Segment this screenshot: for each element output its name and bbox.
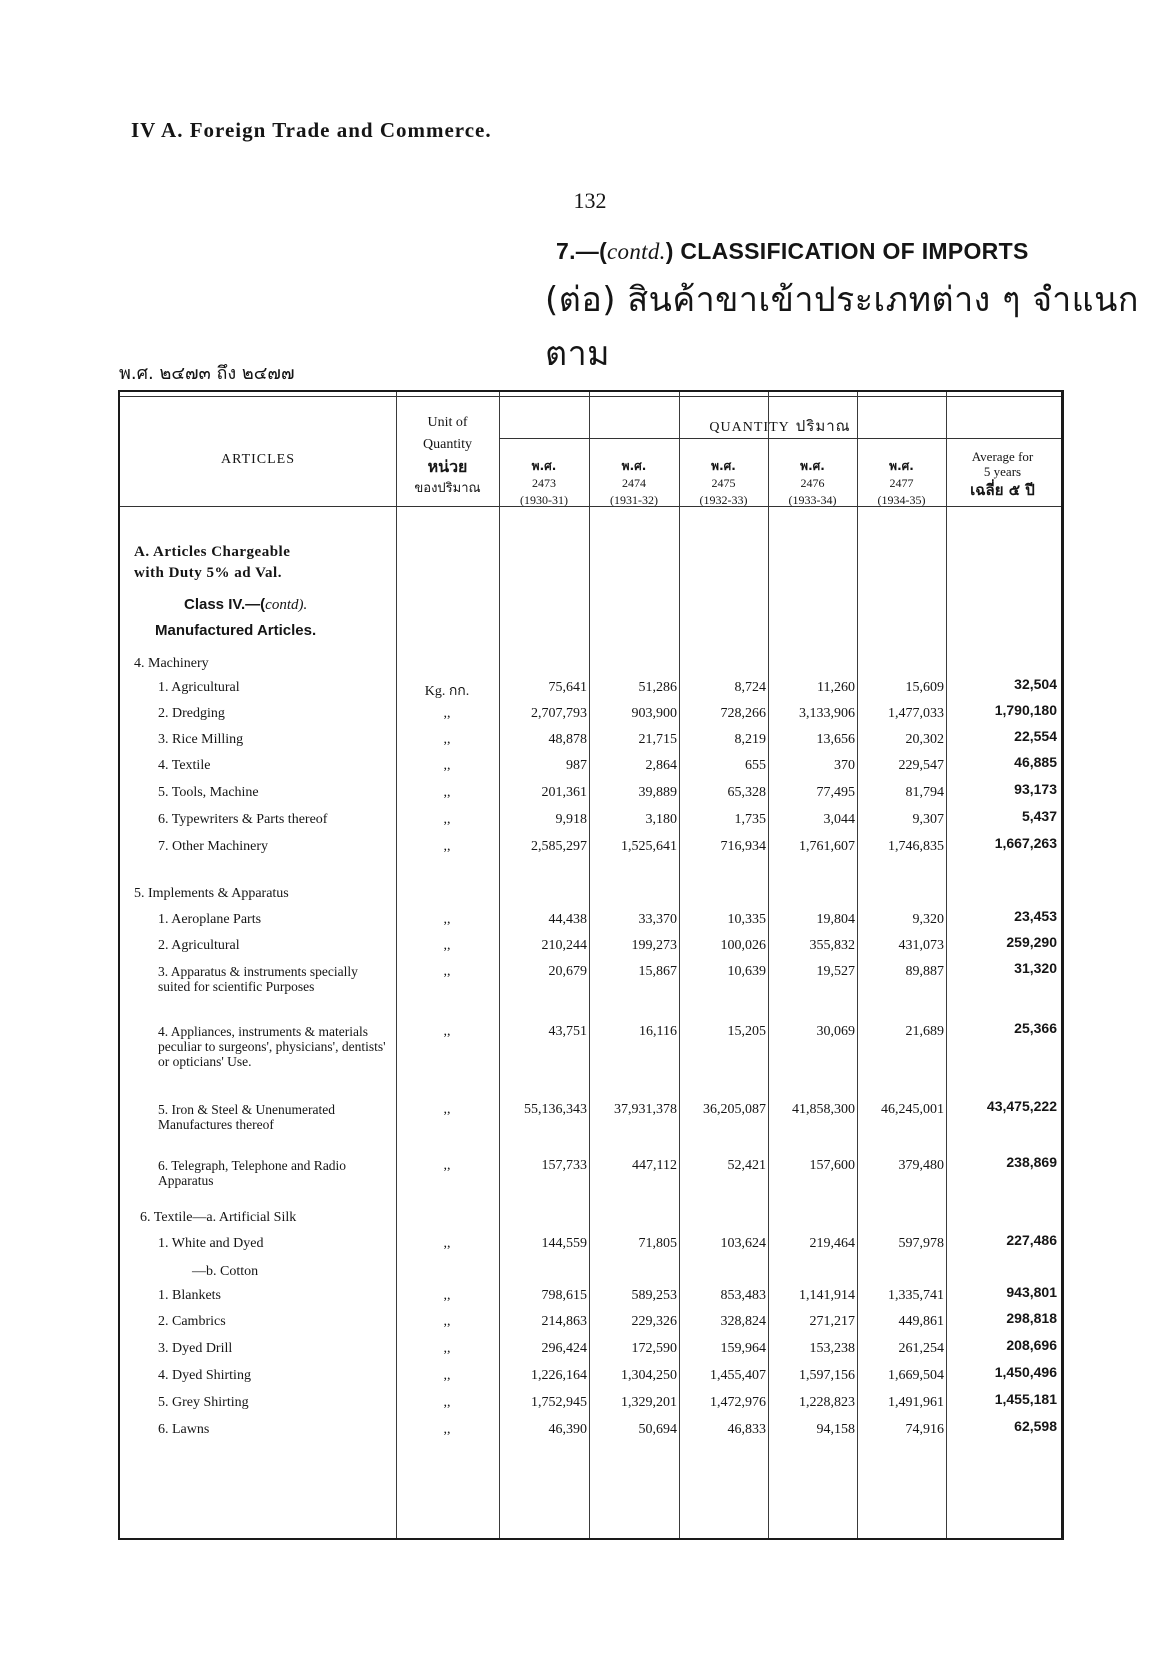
row-value-2475: 10,639 xyxy=(727,964,766,979)
row-label: 4. Textile xyxy=(158,758,211,773)
row-value-2475: 10,335 xyxy=(727,912,766,927)
row-value-2477: 20,302 xyxy=(905,732,944,747)
row-value-2473: 296,424 xyxy=(541,1341,587,1356)
row-value-2476: 1,761,607 xyxy=(799,839,855,854)
row-value-2477: 89,887 xyxy=(905,964,944,979)
row-average: 46,885 xyxy=(1014,754,1057,770)
header-unit: Unit of Quantity หน่วย ของปริมาณ xyxy=(414,415,481,496)
row-value-2476: 3,133,906 xyxy=(799,706,855,721)
row-value-2475: 100,026 xyxy=(720,938,766,953)
row-average: 208,696 xyxy=(1006,1337,1057,1353)
row-average: 298,818 xyxy=(1006,1310,1057,1326)
row-unit: ,, xyxy=(443,1341,451,1356)
class-heading: Class IV.—(contd). xyxy=(184,596,308,613)
row-average: 22,554 xyxy=(1014,728,1057,744)
row-value-2473: 20,679 xyxy=(548,964,587,979)
row-value-2474: 199,273 xyxy=(631,938,677,953)
table-title-en: 7.—(contd.) CLASSIFICATION OF IMPORTS xyxy=(556,238,1029,264)
row-value-2475: 8,724 xyxy=(734,680,766,695)
row-value-2474: 1,329,201 xyxy=(621,1395,677,1410)
row-value-2474: 16,116 xyxy=(639,1024,677,1039)
row-label: 5. Grey Shirting xyxy=(158,1395,249,1410)
row-value-2473: 798,615 xyxy=(541,1288,587,1303)
row-unit: ,, xyxy=(443,1102,451,1117)
row-value-2473: 2,707,793 xyxy=(531,706,587,721)
row-value-2473: 144,559 xyxy=(541,1236,587,1251)
group-textile: 6. Textile—a. Artificial Silk xyxy=(140,1210,297,1225)
row-value-2477: 597,978 xyxy=(898,1236,944,1251)
row-average: 62,598 xyxy=(1014,1418,1057,1434)
row-value-2477: 21,689 xyxy=(905,1024,944,1039)
row-value-2474: 172,590 xyxy=(631,1341,677,1356)
row-value-2474: 903,900 xyxy=(631,706,677,721)
row-value-2477: 1,669,504 xyxy=(888,1368,944,1383)
row-value-2477: 9,320 xyxy=(912,912,944,927)
row-value-2474: 3,180 xyxy=(645,812,677,827)
row-value-2477: 9,307 xyxy=(912,812,944,827)
row-unit: ,, xyxy=(443,1158,451,1173)
row-value-2477: 449,861 xyxy=(898,1314,944,1329)
row-value-2475: 46,833 xyxy=(727,1422,766,1437)
row-unit: ,, xyxy=(443,938,451,953)
row-average: 25,366 xyxy=(1014,1020,1057,1036)
row-unit: ,, xyxy=(443,1236,451,1251)
row-value-2474: 21,715 xyxy=(638,732,677,747)
page-number: 132 xyxy=(573,188,607,213)
row-value-2477: 1,746,835 xyxy=(888,839,944,854)
row-average: 23,453 xyxy=(1014,908,1057,924)
row-label: 7. Other Machinery xyxy=(158,839,269,854)
row-unit: ,, xyxy=(443,839,451,854)
row-value-2473: 48,878 xyxy=(548,732,587,747)
row-value-2476: 355,832 xyxy=(809,938,855,953)
row-unit: ,, xyxy=(443,912,451,927)
row-value-2477: 1,491,961 xyxy=(888,1395,944,1410)
row-average: 1,455,181 xyxy=(994,1391,1057,1407)
row-label: 5. Tools, Machine xyxy=(158,785,259,800)
group-machinery: 4. Machinery xyxy=(134,656,209,671)
row-value-2474: 51,286 xyxy=(638,680,677,695)
row-unit: ,, xyxy=(443,706,451,721)
row-value-2475: 1,455,407 xyxy=(710,1368,766,1383)
row-value-2475: 728,266 xyxy=(720,706,766,721)
group-cotton: —b. Cotton xyxy=(192,1264,259,1279)
row-average: 1,790,180 xyxy=(994,702,1057,718)
row-value-2476: 19,527 xyxy=(816,964,855,979)
row-unit: ,, xyxy=(443,758,451,773)
row-value-2477: 81,794 xyxy=(905,785,944,800)
row-average: 93,173 xyxy=(1014,781,1057,797)
section-title: IV A. Foreign Trade and Commerce. xyxy=(131,118,492,142)
row-label: 6. Lawns xyxy=(158,1422,210,1437)
row-average: 259,290 xyxy=(1006,934,1057,950)
row-value-2473: 157,733 xyxy=(541,1158,587,1173)
row-label: 6. Telegraph, Telephone and Radio Apparatus xyxy=(158,1158,347,1188)
row-value-2476: 370 xyxy=(834,758,855,773)
row-label: 3. Rice Milling xyxy=(158,732,244,747)
row-label: 4. Appliances, instruments & materials peculiar to surgeons', physicians', dentists' or opticians' Use. xyxy=(158,1024,386,1069)
row-value-2475: 853,483 xyxy=(720,1288,766,1303)
row-value-2473: 55,136,343 xyxy=(524,1102,587,1117)
row-label: 3. Dyed Drill xyxy=(158,1341,233,1356)
row-value-2473: 214,863 xyxy=(541,1314,587,1329)
row-label: 2. Cambrics xyxy=(158,1314,226,1329)
row-value-2475: 716,934 xyxy=(720,839,766,854)
row-average: 238,869 xyxy=(1006,1154,1057,1170)
row-label: 2. Dredging xyxy=(158,706,225,721)
row-value-2473: 1,752,945 xyxy=(531,1395,587,1410)
row-value-2473: 987 xyxy=(566,758,587,773)
table-body xyxy=(120,392,1061,1538)
row-value-2476: 3,044 xyxy=(823,812,855,827)
row-value-2474: 37,931,378 xyxy=(614,1102,677,1117)
row-unit: ,, xyxy=(443,812,451,827)
row-value-2476: 271,217 xyxy=(809,1314,855,1329)
row-unit: ,, xyxy=(443,1288,451,1303)
row-value-2477: 74,916 xyxy=(905,1422,944,1437)
row-label: 1. White and Dyed xyxy=(158,1236,264,1251)
row-value-2475: 1,735 xyxy=(734,812,766,827)
row-average: 1,450,496 xyxy=(994,1364,1057,1380)
row-value-2475: 8,219 xyxy=(734,732,766,747)
row-value-2475: 328,824 xyxy=(720,1314,766,1329)
row-value-2474: 15,867 xyxy=(638,964,677,979)
row-unit: ,, xyxy=(443,1314,451,1329)
row-unit: ,, xyxy=(443,1368,451,1383)
row-unit: ,, xyxy=(443,1395,451,1410)
section-a-heading: A. Articles Chargeable with Duty 5% ad Val. xyxy=(134,544,291,581)
row-value-2476: 77,495 xyxy=(816,785,855,800)
row-label: 1. Agricultural xyxy=(158,680,240,695)
row-value-2473: 75,641 xyxy=(548,680,587,695)
row-value-2475: 36,205,087 xyxy=(703,1102,766,1117)
row-unit: ,, xyxy=(443,964,451,979)
row-value-2476: 11,260 xyxy=(817,680,855,695)
year-range: พ.ศ. ๒๔๗๓ ถึง ๒๔๗๗ xyxy=(119,363,295,384)
row-value-2473: 201,361 xyxy=(541,785,587,800)
row-value-2475: 103,624 xyxy=(720,1236,766,1251)
row-value-2473: 1,226,164 xyxy=(531,1368,587,1383)
row-value-2474: 447,112 xyxy=(632,1158,677,1173)
row-value-2476: 1,597,156 xyxy=(799,1368,855,1383)
row-label: 3. Apparatus & instruments specially suited for scientific Purposes xyxy=(158,964,358,994)
row-average: 31,320 xyxy=(1014,960,1057,976)
row-label: 2. Agricultural xyxy=(158,938,240,953)
row-value-2474: 229,326 xyxy=(631,1314,677,1329)
row-unit: ,, xyxy=(443,1024,451,1039)
header-articles: ARTICLES xyxy=(220,452,296,467)
row-value-2475: 52,421 xyxy=(727,1158,766,1173)
header-quantity: QUANTITY ปริมาณ xyxy=(709,417,851,435)
row-average: 227,486 xyxy=(1006,1232,1057,1248)
row-unit: ,, xyxy=(443,1422,451,1437)
row-value-2473: 210,244 xyxy=(541,938,587,953)
row-label: 6. Typewriters & Parts thereof xyxy=(158,812,328,827)
row-unit: ,, xyxy=(443,785,451,800)
row-value-2476: 153,238 xyxy=(809,1341,855,1356)
group-implements: 5. Implements & Apparatus xyxy=(134,886,289,901)
row-value-2477: 1,477,033 xyxy=(888,706,944,721)
header-year-2477: พ.ศ. 2477 (1934-35) xyxy=(877,459,926,507)
row-value-2477: 379,480 xyxy=(898,1158,944,1173)
row-value-2473: 2,585,297 xyxy=(531,839,587,854)
row-value-2475: 65,328 xyxy=(727,785,766,800)
row-value-2476: 1,141,914 xyxy=(799,1288,855,1303)
row-value-2476: 13,656 xyxy=(816,732,855,747)
row-value-2477: 1,335,741 xyxy=(888,1288,944,1303)
row-value-2476: 19,804 xyxy=(816,912,855,927)
header-year-2476: พ.ศ. 2476 (1933-34) xyxy=(788,459,837,507)
row-value-2477: 46,245,001 xyxy=(881,1102,944,1117)
row-label: 4. Dyed Shirting xyxy=(158,1368,251,1383)
row-label: 1. Aeroplane Parts xyxy=(158,912,262,927)
row-value-2475: 655 xyxy=(745,758,766,773)
row-value-2473: 43,751 xyxy=(548,1024,587,1039)
row-value-2477: 431,073 xyxy=(898,938,944,953)
row-value-2477: 15,609 xyxy=(905,680,944,695)
row-average: 43,475,222 xyxy=(986,1098,1057,1114)
header-year-2473: พ.ศ. 2473 (1930-31) xyxy=(520,459,568,507)
row-value-2476: 157,600 xyxy=(809,1158,855,1173)
row-value-2475: 159,964 xyxy=(720,1341,766,1356)
row-value-2474: 1,525,641 xyxy=(621,839,677,854)
row-unit: Kg. กก. xyxy=(424,684,470,699)
row-value-2477: 261,254 xyxy=(898,1341,944,1356)
imports-table xyxy=(118,390,1064,1540)
row-average: 5,437 xyxy=(1021,808,1057,824)
row-value-2474: 50,694 xyxy=(638,1422,677,1437)
row-value-2475: 15,205 xyxy=(727,1024,766,1039)
row-value-2473: 9,918 xyxy=(555,812,587,827)
row-value-2473: 46,390 xyxy=(548,1422,587,1437)
row-value-2476: 30,069 xyxy=(816,1024,855,1039)
row-value-2476: 94,158 xyxy=(816,1422,855,1437)
row-value-2474: 39,889 xyxy=(638,785,677,800)
row-average: 943,801 xyxy=(1006,1284,1057,1300)
row-value-2474: 589,253 xyxy=(631,1288,677,1303)
row-value-2477: 229,547 xyxy=(898,758,944,773)
header-year-2474: พ.ศ. 2474 (1931-32) xyxy=(610,459,658,507)
header-average: Average for 5 years เฉลี่ย ๕ ปี xyxy=(970,449,1035,499)
table-title-th: (ต่อ) สินค้าขาเข้าประเภทต่าง ๆ จำแนกตาม xyxy=(545,280,1139,374)
row-label: 5. Iron & Steel & Unenumerated Manufactures thereof xyxy=(158,1102,335,1132)
header-year-2475: พ.ศ. 2475 (1932-33) xyxy=(699,459,748,507)
row-value-2474: 71,805 xyxy=(638,1236,677,1251)
class-subheading: Manufactured Articles. xyxy=(155,622,317,639)
row-label: 1. Blankets xyxy=(158,1288,221,1303)
row-value-2474: 33,370 xyxy=(638,912,677,927)
row-value-2476: 1,228,823 xyxy=(799,1395,855,1410)
row-value-2473: 44,438 xyxy=(548,912,587,927)
row-value-2475: 1,472,976 xyxy=(710,1395,766,1410)
row-average: 32,504 xyxy=(1014,676,1057,692)
row-value-2476: 219,464 xyxy=(809,1236,855,1251)
row-value-2476: 41,858,300 xyxy=(792,1102,855,1117)
row-value-2474: 1,304,250 xyxy=(621,1368,677,1383)
row-average: 1,667,263 xyxy=(994,835,1057,851)
row-unit: ,, xyxy=(443,732,451,747)
row-value-2474: 2,864 xyxy=(645,758,677,773)
